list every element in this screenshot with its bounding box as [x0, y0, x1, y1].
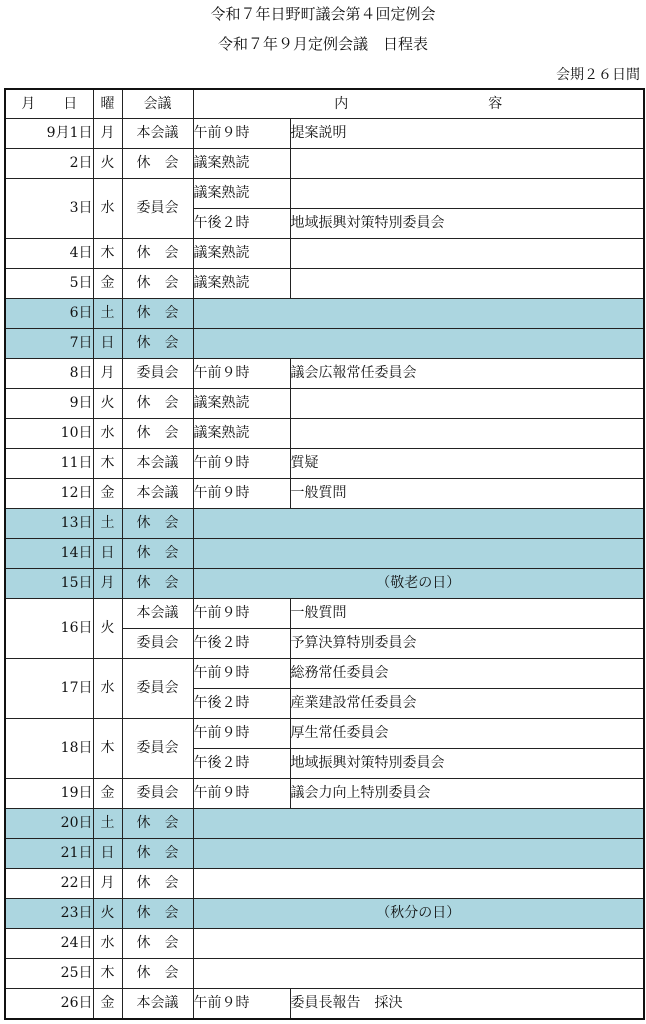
row-description: 地域振興対策特別委員会 [290, 209, 644, 239]
row-day: 土 [93, 509, 122, 539]
row-meeting: 本会議 [122, 989, 193, 1020]
row-time: 午前９時 [193, 119, 290, 149]
table-row [5, 989, 644, 1020]
row-date: 23日 [5, 899, 93, 929]
row-time: 午前９時 [193, 779, 290, 809]
table-row-holiday [5, 839, 644, 869]
table-row [5, 239, 644, 269]
row-meeting: 委員会 [122, 629, 193, 659]
table-row [5, 869, 644, 899]
table-row [5, 479, 644, 509]
row-description: 総務常任委員会 [290, 659, 644, 689]
row-meeting: 本会議 [122, 119, 193, 149]
document-title: 令和７年日野町議会第４回定例会 [210, 5, 436, 23]
row-date: 24日 [5, 929, 93, 959]
row-day: 日 [93, 839, 122, 869]
row-time: 午後２時 [193, 629, 290, 659]
row-date: 17日 [5, 659, 93, 719]
row-time: 午前９時 [193, 449, 290, 479]
row-date: 13日 [5, 509, 93, 539]
table-row [5, 449, 644, 479]
row-day: 月 [93, 119, 122, 149]
row-time: 議案熟読 [193, 239, 290, 269]
row-meeting: 休 会 [122, 899, 193, 929]
row-date: 7日 [5, 329, 93, 359]
table-row-holiday [5, 899, 644, 929]
row-description: 提案説明 [290, 119, 644, 149]
row-day: 月 [93, 359, 122, 389]
table-row [5, 959, 644, 989]
table-row [5, 659, 644, 689]
row-description [193, 839, 644, 869]
row-meeting: 委員会 [122, 179, 193, 239]
table-row-holiday [5, 509, 644, 539]
row-description: 厚生常任委員会 [290, 719, 644, 749]
row-meeting: 休 会 [122, 419, 193, 449]
row-meeting: 休 会 [122, 329, 193, 359]
row-meeting: 委員会 [122, 659, 193, 719]
row-date: 16日 [5, 599, 93, 659]
row-description [193, 539, 644, 569]
row-meeting: 休 会 [122, 569, 193, 599]
row-meeting: 休 会 [122, 929, 193, 959]
row-date: 3日 [5, 179, 93, 239]
row-day: 月 [93, 869, 122, 899]
row-day: 金 [93, 989, 122, 1020]
header-meeting: 会議 [122, 89, 193, 119]
table-row [5, 269, 644, 299]
row-day: 土 [93, 809, 122, 839]
row-date: 5日 [5, 269, 93, 299]
row-time: 議案熟読 [193, 179, 290, 209]
row-date: 10日 [5, 419, 93, 449]
table-row-holiday [5, 569, 644, 599]
row-time: 議案熟読 [193, 389, 290, 419]
row-description [193, 509, 644, 539]
row-day: 木 [93, 959, 122, 989]
row-time: 午前９時 [193, 659, 290, 689]
row-day: 火 [93, 599, 122, 659]
row-day: 金 [93, 479, 122, 509]
row-time: 午前９時 [193, 359, 290, 389]
table-row [5, 119, 644, 149]
table-row [5, 929, 644, 959]
table-row [5, 419, 644, 449]
row-date: 8日 [5, 359, 93, 389]
table-header-row [5, 89, 644, 119]
row-time: 議案熟読 [193, 419, 290, 449]
row-date: 25日 [5, 959, 93, 989]
row-meeting: 委員会 [122, 359, 193, 389]
row-description: 委員長報告 採決 [290, 989, 644, 1020]
session-period: 会期２６日間 [556, 67, 640, 83]
row-day: 金 [93, 779, 122, 809]
row-date: 19日 [5, 779, 93, 809]
row-meeting: 休 会 [122, 149, 193, 179]
row-meeting: 休 会 [122, 509, 193, 539]
row-day: 火 [93, 149, 122, 179]
row-description [193, 329, 644, 359]
table-row [5, 179, 644, 209]
row-time: 午前９時 [193, 479, 290, 509]
row-description: 議会広報常任委員会 [290, 359, 644, 389]
row-date: 26日 [5, 989, 93, 1020]
row-meeting: 休 会 [122, 239, 193, 269]
row-description: 産業建設常任委員会 [290, 689, 644, 719]
row-day: 木 [93, 449, 122, 479]
row-description: 地域振興対策特別委員会 [290, 749, 644, 779]
row-day: 土 [93, 299, 122, 329]
table-row-holiday [5, 539, 644, 569]
row-day: 水 [93, 179, 122, 239]
row-date: 14日 [5, 539, 93, 569]
row-day: 火 [93, 899, 122, 929]
row-meeting: 本会議 [122, 449, 193, 479]
row-description [193, 929, 644, 959]
row-description [290, 419, 644, 449]
row-day: 木 [93, 719, 122, 779]
row-meeting: 本会議 [122, 479, 193, 509]
row-meeting: 委員会 [122, 779, 193, 809]
row-date: 2日 [5, 149, 93, 179]
row-date: 11日 [5, 449, 93, 479]
row-meeting: 休 会 [122, 269, 193, 299]
table-row-holiday [5, 809, 644, 839]
row-description: 予算決算特別委員会 [290, 629, 644, 659]
row-date: 20日 [5, 809, 93, 839]
row-meeting: 休 会 [122, 539, 193, 569]
row-time: 午前９時 [193, 599, 290, 629]
table-row-holiday [5, 299, 644, 329]
row-date: 6日 [5, 299, 93, 329]
row-day: 日 [93, 539, 122, 569]
row-date: 4日 [5, 239, 93, 269]
row-date: 9月1日 [5, 119, 93, 149]
row-day: 火 [93, 389, 122, 419]
row-date: 9日 [5, 389, 93, 419]
row-date: 22日 [5, 869, 93, 899]
row-meeting: 休 会 [122, 299, 193, 329]
table-row [5, 719, 644, 749]
row-meeting: 委員会 [122, 719, 193, 779]
header-day: 曜 [93, 89, 122, 119]
holiday-name: （敬老の日） [193, 569, 644, 599]
row-day: 水 [93, 929, 122, 959]
holiday-name: （秋分の日） [193, 899, 644, 929]
header-date: 月 日 [5, 89, 93, 119]
table-row-holiday [5, 329, 644, 359]
row-description: 一般質問 [290, 479, 644, 509]
schedule-table [4, 88, 645, 1020]
row-description [193, 299, 644, 329]
row-description [290, 179, 644, 209]
row-day: 水 [93, 659, 122, 719]
table-row [5, 779, 644, 809]
row-description: 一般質問 [290, 599, 644, 629]
table-row [5, 359, 644, 389]
row-meeting: 本会議 [122, 599, 193, 629]
row-description: 議会力向上特別委員会 [290, 779, 644, 809]
row-description [290, 149, 644, 179]
row-meeting: 休 会 [122, 869, 193, 899]
table-row [5, 149, 644, 179]
row-day: 金 [93, 269, 122, 299]
row-description: 質疑 [290, 449, 644, 479]
row-time: 午後２時 [193, 209, 290, 239]
row-time: 午後２時 [193, 749, 290, 779]
row-date: 21日 [5, 839, 93, 869]
row-day: 日 [93, 329, 122, 359]
row-date: 15日 [5, 569, 93, 599]
row-meeting: 休 会 [122, 809, 193, 839]
row-meeting: 休 会 [122, 839, 193, 869]
row-time: 議案熟読 [193, 269, 290, 299]
row-time: 議案熟読 [193, 149, 290, 179]
row-time: 午前９時 [193, 719, 290, 749]
row-description [193, 869, 644, 899]
row-time: 午前９時 [193, 989, 290, 1020]
row-date: 12日 [5, 479, 93, 509]
row-time: 午後２時 [193, 689, 290, 719]
row-day: 木 [93, 239, 122, 269]
row-date: 18日 [5, 719, 93, 779]
header-content: 内 容 [193, 89, 644, 119]
row-description [193, 809, 644, 839]
row-day: 月 [93, 569, 122, 599]
row-day: 水 [93, 419, 122, 449]
row-meeting: 休 会 [122, 389, 193, 419]
row-meeting: 休 会 [122, 959, 193, 989]
table-row [5, 389, 644, 419]
row-description [290, 269, 644, 299]
table-row [5, 599, 644, 629]
row-description [290, 389, 644, 419]
row-description [193, 959, 644, 989]
document-subtitle: 令和７年９月定例会議 日程表 [217, 35, 428, 53]
row-description [290, 239, 644, 269]
